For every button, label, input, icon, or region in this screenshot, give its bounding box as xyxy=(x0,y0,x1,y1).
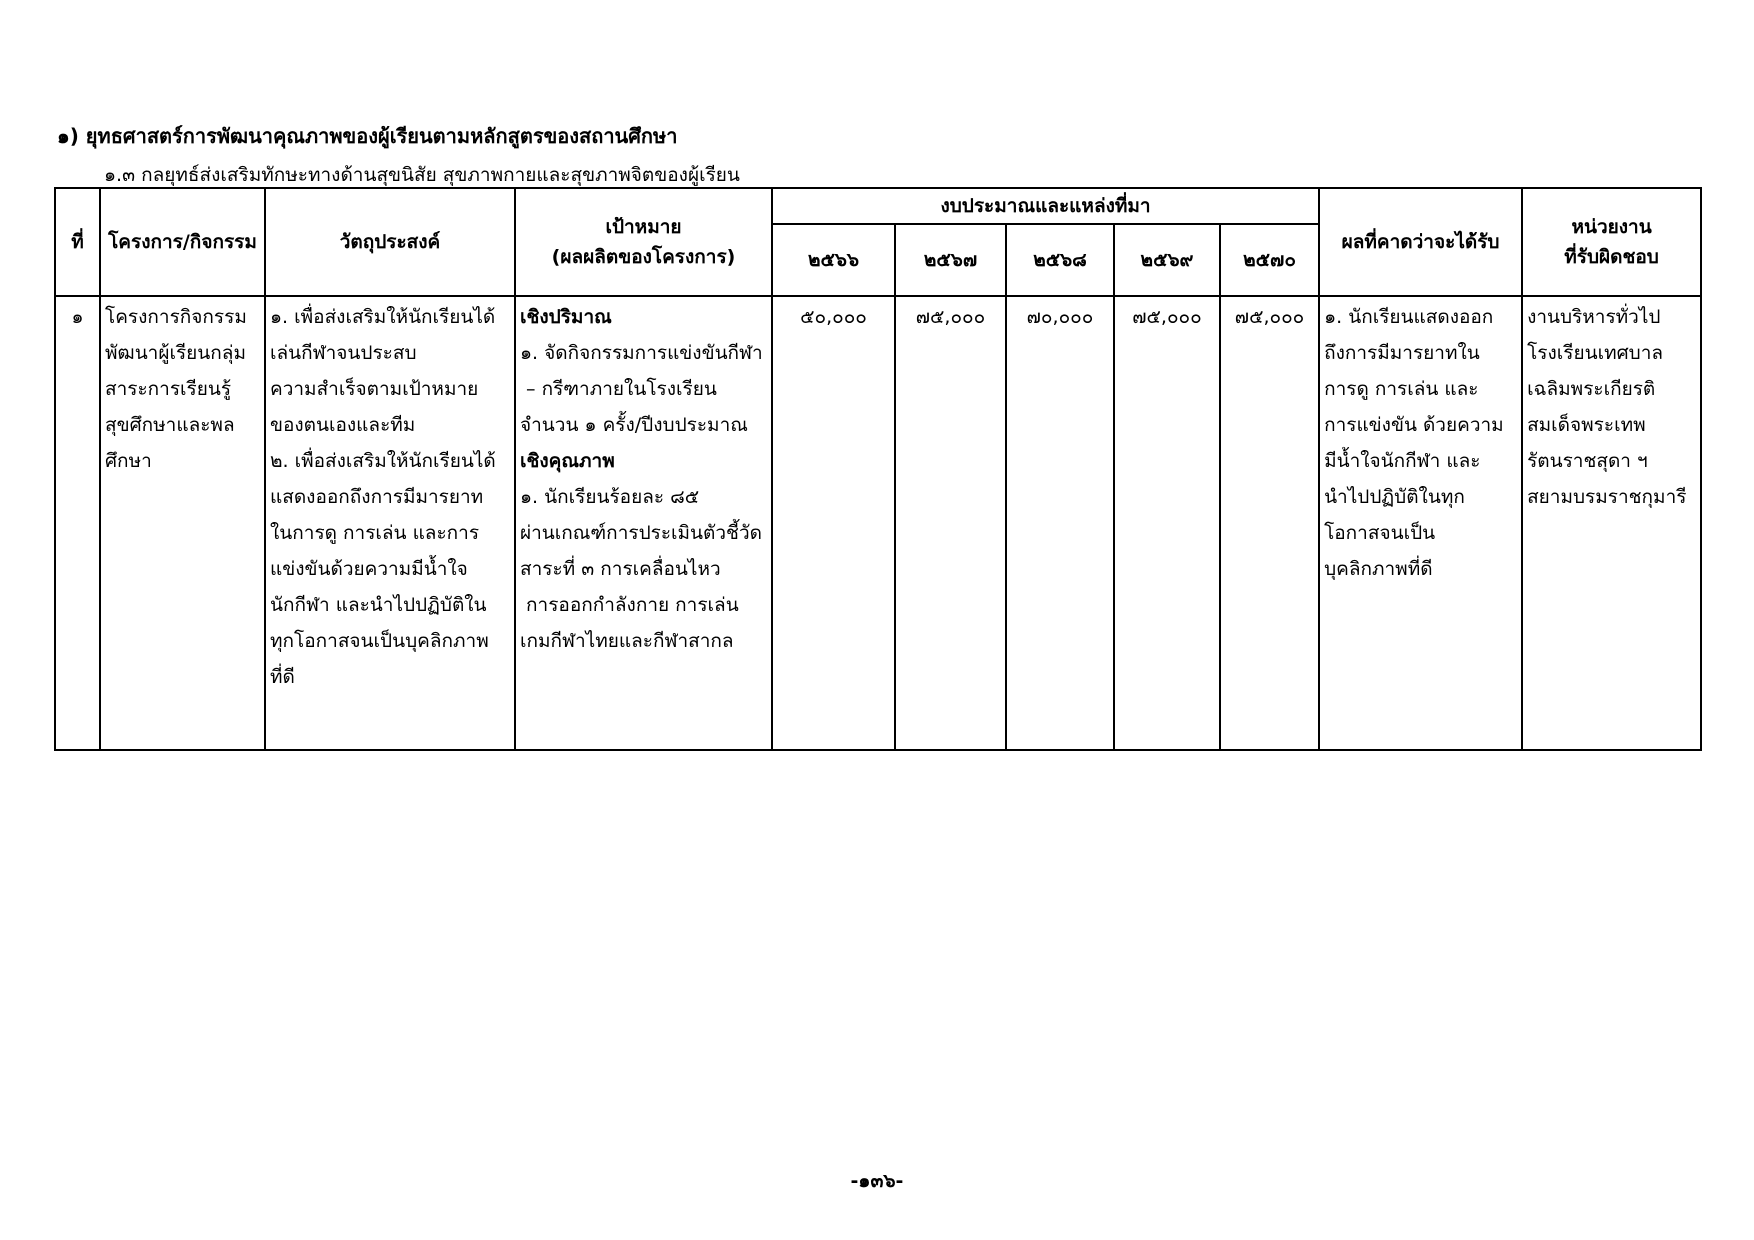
header-year-2569: ๒๕๖๙ xyxy=(1114,224,1220,296)
row-target xyxy=(515,296,772,750)
header-year-2568: ๒๕๖๘ xyxy=(1006,224,1114,296)
budget-2568: ๗๐,๐๐๐ xyxy=(1006,296,1114,750)
objective-line: ๑. เพื่อส่งเสริมให้นักเรียนได้ xyxy=(270,306,496,328)
objective-line: เล่นกีฬาจนประสบ xyxy=(270,342,417,364)
expected-line: นำไปปฏิบัติในทุก xyxy=(1324,486,1465,508)
target-line: ๑. จัดกิจกรรมการแข่งขันกีฬา xyxy=(520,342,763,364)
objective-line: ของตนเองและทีม xyxy=(270,414,416,436)
header-year-2567: ๒๕๖๗ xyxy=(895,224,1006,296)
responsible-line: สยามบรมราชกุมารี xyxy=(1527,486,1687,508)
row-responsible xyxy=(1522,296,1701,750)
expected-line: ถึงการมีมารยาทใน xyxy=(1324,342,1480,364)
project-line: ศึกษา xyxy=(105,450,152,472)
target-line: สาระที่ ๓ การเคลื่อนไหว xyxy=(520,558,721,580)
target-line: การออกกำลังกาย การเล่น xyxy=(520,594,739,616)
objective-line: ที่ดี xyxy=(270,666,295,688)
target-quality-label: เชิงคุณภาพ xyxy=(520,450,615,472)
budget-2567: ๗๕,๐๐๐ xyxy=(895,296,1006,750)
header-responsible-line2: ที่รับผิดชอบ xyxy=(1564,246,1659,268)
header-target-line2: (ผลผลิตของโครงการ) xyxy=(551,246,736,268)
target-line: ๑. นักเรียนร้อยละ ๘๕ xyxy=(520,486,700,508)
objective-line: ในการดู การเล่น และการ xyxy=(270,522,480,544)
header-responsible xyxy=(1522,188,1701,296)
objective-line: นักกีฬา และนำไปปฏิบัติใน xyxy=(270,594,487,616)
row-project xyxy=(100,296,265,750)
row-no: ๑ xyxy=(55,296,100,750)
header-budget: งบประมาณและแหล่งที่มา xyxy=(772,188,1319,224)
header-no: ที่ xyxy=(55,188,100,296)
header-project: โครงการ/กิจกรรม xyxy=(100,188,265,296)
project-line: พัฒนาผู้เรียนกลุ่ม xyxy=(105,342,246,364)
budget-2570: ๗๕,๐๐๐ xyxy=(1220,296,1319,750)
responsible-line: โรงเรียนเทศบาล xyxy=(1527,342,1664,364)
expected-line: บุคลิกภาพที่ดี xyxy=(1324,558,1433,580)
project-line: สาระการเรียนรู้ xyxy=(105,378,232,400)
header-target xyxy=(515,188,772,296)
expected-line: ๑. นักเรียนแสดงออก xyxy=(1324,306,1494,328)
expected-line: การดู การเล่น และ xyxy=(1324,378,1479,400)
expected-line: มีน้ำใจนักกีฬา และ xyxy=(1324,450,1481,472)
responsible-line: งานบริหารทั่วไป xyxy=(1527,306,1661,328)
target-line: จำนวน ๑ ครั้ง/ปีงบประมาณ xyxy=(520,414,748,436)
responsible-line: รัตนราชสุดา ฯ xyxy=(1527,450,1648,472)
objective-line: แสดงออกถึงการมีมารยาท xyxy=(270,486,484,508)
row-expected xyxy=(1319,296,1522,750)
budget-2569: ๗๕,๐๐๐ xyxy=(1114,296,1220,750)
responsible-line: เฉลิมพระเกียรติ xyxy=(1527,378,1656,400)
page-number: -๑๓๖- xyxy=(850,1170,904,1192)
objective-line: แข่งขันด้วยความมีน้ำใจ xyxy=(270,558,468,580)
header-expected: ผลที่คาดว่าจะได้รับ xyxy=(1319,188,1522,296)
responsible-line: สมเด็จพระเทพ xyxy=(1527,414,1646,436)
target-line: เกมกีฬาไทยและกีฬาสากล xyxy=(520,630,734,652)
header-objective: วัตถุประสงค์ xyxy=(265,188,515,296)
header-year-2570: ๒๕๗๐ xyxy=(1220,224,1319,296)
target-quantity-label: เชิงปริมาณ xyxy=(520,306,612,328)
expected-line: การแข่งขัน ด้วยความ xyxy=(1324,414,1504,436)
header-year-2566: ๒๕๖๖ xyxy=(772,224,895,296)
section-heading: ๑) ยุทธศาสตร์การพัฒนาคุณภาพของผู้เรียนตามหลักสูตรของสถานศึกษา xyxy=(57,124,678,148)
project-line: โครงการกิจกรรม xyxy=(105,306,247,328)
strategy-subheading: ๑.๓ กลยุทธ์ส่งเสริมทักษะทางด้านสุขนิสัย สุขภาพกายและสุขภาพจิตของผู้เรียน xyxy=(104,164,740,186)
row-objective xyxy=(265,296,515,750)
objective-line: ทุกโอกาสจนเป็นบุคลิกภาพ xyxy=(270,630,489,652)
objective-line: ความสำเร็จตามเป้าหมาย xyxy=(270,378,479,400)
project-plan-table xyxy=(54,187,1702,751)
header-target-line1: เป้าหมาย xyxy=(605,216,682,238)
target-line: – กรีฑาภายในโรงเรียน xyxy=(520,378,717,400)
project-line: สุขศึกษาและพล xyxy=(105,414,235,436)
budget-2566: ๕๐,๐๐๐ xyxy=(772,296,895,750)
expected-line: โอกาสจนเป็น xyxy=(1324,522,1436,544)
table-row xyxy=(55,296,1701,750)
objective-line: ๒. เพื่อส่งเสริมให้นักเรียนได้ xyxy=(270,450,496,472)
target-line: ผ่านเกณฑ์การประเมินตัวชี้วัด xyxy=(520,522,762,544)
header-responsible-line1: หน่วยงาน xyxy=(1571,216,1652,238)
